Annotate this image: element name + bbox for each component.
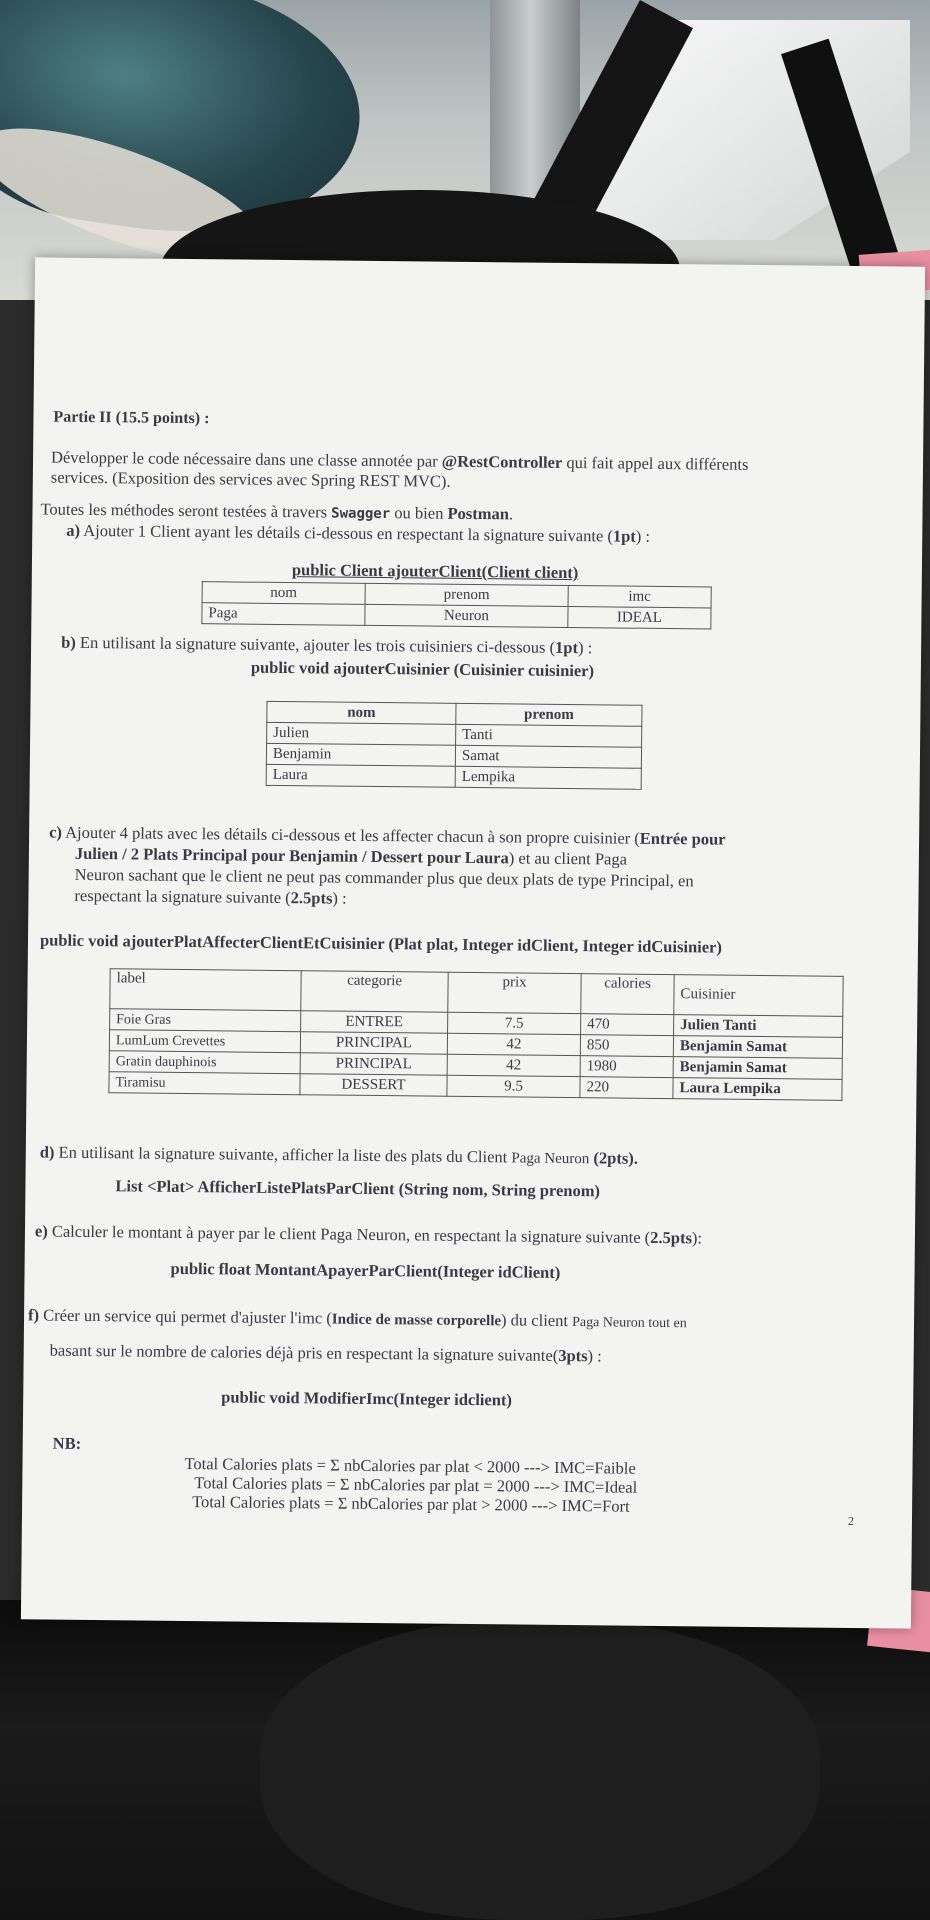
client-table	[201, 581, 711, 629]
section-f-line-2: basant sur le nombre de calories déjà pris en respectant la signature suivante(3pts) :	[49, 1340, 602, 1366]
section-title: Partie II (15.5 points) :	[53, 408, 210, 428]
table-header-row: nom prenom	[267, 701, 642, 726]
table-row: Gratin dauphinois PRINCIPAL 42 1980 Benjamin Samat	[109, 1051, 842, 1080]
section-f-signature: public void ModifierImc(Integer idclient)	[221, 1387, 513, 1410]
section-b-text: b) En utilisant la signature suivante, ajouter les trois cuisiniers ci-dessous (1pt) :	[61, 632, 593, 658]
table-header-row: nom prenom imc	[202, 582, 711, 608]
page-number: 2	[847, 1513, 855, 1529]
section-b-signature: public void ajouterCuisinier (Cuisinier cuisinier)	[250, 657, 595, 681]
section-c-line-4: respectant la signature suivante (2.5pts) :	[74, 885, 347, 908]
section-c-signature: public void ajouterPlatAffecterClientEtCuisinier (Plat plat, Integer idClient, Integer idCuisinier)	[39, 930, 723, 957]
intro-line-3: Toutes les méthodes seront testées à travers Swagger ou bien Postman.	[40, 499, 514, 524]
table-header-row: label categorie prix calories Cuisinier	[110, 969, 843, 1017]
table-row: LumLum Crevettes PRINCIPAL 42 850 Benjamin Samat	[109, 1030, 842, 1059]
nb-rule-2: Total Calories plats = Σ nbCalories par plat = 2000 ---> IMC=Ideal	[194, 1473, 638, 1497]
intro-line-2: services. (Exposition des services avec Spring REST MVC).	[50, 467, 451, 491]
section-e-signature: public float MontantApayerParClient(Integer idClient)	[170, 1258, 561, 1282]
nb-rule-3: Total Calories plats = Σ nbCalories par plat > 2000 ---> IMC=Fort	[192, 1492, 630, 1516]
nb-label: NB:	[52, 1433, 82, 1453]
section-a-text: a) Ajouter 1 Client ayant les détails ci-dessous en respectant la signature suivante (1pt) :	[66, 520, 651, 546]
exam-paper	[21, 257, 925, 1628]
table-row: Julien Tanti	[267, 722, 642, 747]
section-e-text: e) Calculer le montant à payer par le client Paga Neuron, en respectant la signature suivante (2.5pts):	[34, 1221, 703, 1248]
background-knee	[260, 1620, 820, 1920]
table-row: Benjamin Samat	[266, 743, 641, 768]
section-c-line-1: c) Ajouter 4 plats avec les détails ci-dessous et les affecter chacun à son propre cuisinier (Entrée pour	[49, 822, 726, 849]
section-d-signature: List <Plat> AfficherListePlatsParClient (String nom, String prenom)	[115, 1176, 601, 1201]
table-row: Tiramisu DESSERT 9.5 220 Laura Lempika	[109, 1072, 842, 1101]
intro-line-1: Développer le code nécessaire dans une classe annotée par @RestController qui fait appel aux différents	[50, 447, 749, 474]
section-d-text: d) En utilisant la signature suivante, afficher la liste des plats du Client Paga Neuron (2pts).	[39, 1142, 639, 1168]
cuisinier-table	[266, 701, 643, 790]
table-row: Foie Gras ENTREE 7.5 470 Julien Tanti	[110, 1009, 843, 1038]
section-a-signature: public Client ajouterClient(Client client)	[291, 560, 579, 583]
section-c-line-3: Neuron sachant que le client ne peut pas commander plus que deux plats de type Principal, en	[74, 864, 694, 891]
nb-rule-1: Total Calories plats = Σ nbCalories par plat < 2000 ---> IMC=Faible	[184, 1454, 636, 1478]
section-f-line-1: f) Créer un service qui permet d'ajuster l'imc (Indice de masse corporelle) du client Paga Neuron tout en	[27, 1305, 687, 1332]
table-row: Paga Neuron IDEAL	[202, 603, 711, 629]
section-c-line-2: Julien / 2 Plats Principal pour Benjamin / Dessert pour Laura) et au client Paga	[74, 843, 628, 869]
table-row: Laura Lempika	[266, 764, 641, 789]
plats-table	[108, 968, 843, 1101]
